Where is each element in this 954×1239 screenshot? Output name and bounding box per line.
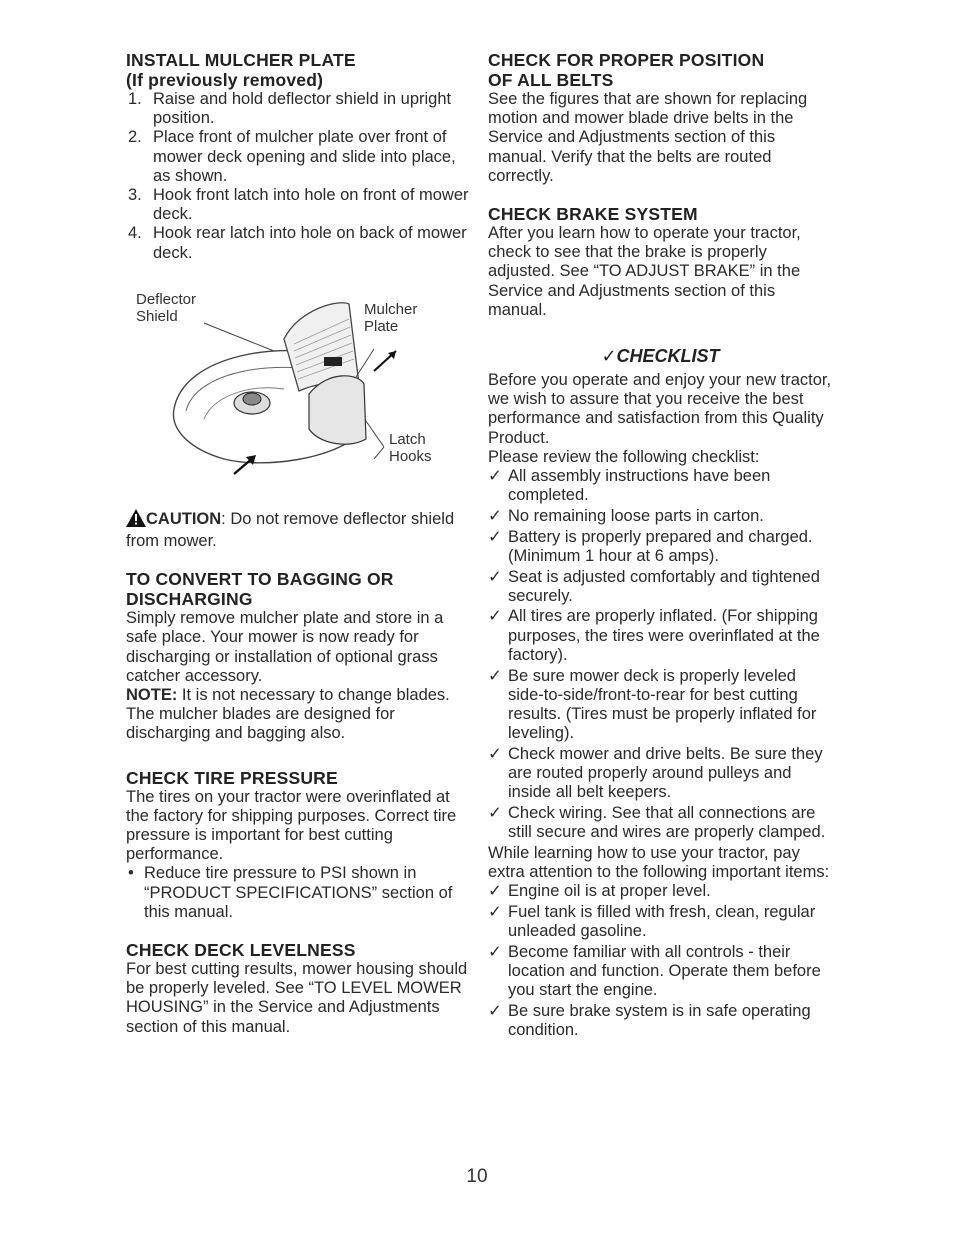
checklist-item: ✓ Battery is properly prepared and charged. (Minimum 1 hour at 6 amps). bbox=[488, 527, 813, 565]
label-latch-hooks: Latch Hooks bbox=[389, 430, 432, 465]
convert-heading: TO CONVERT TO BAGGING OR bbox=[126, 569, 394, 590]
deck-text: For best cutting results, mower housing should be properly leveled. See “TO LEVEL MOWER HOUSING” in the Service and Adjustments section of this manual. bbox=[126, 960, 468, 1036]
step-text: Hook rear latch into hole on back of mower deck. bbox=[153, 224, 467, 262]
brake-section bbox=[488, 204, 833, 320]
note-label: NOTE: bbox=[126, 686, 178, 705]
checklist-item: ✓ Seat is adjusted comfortably and tightened securely. bbox=[488, 567, 820, 605]
step-number: 4. bbox=[128, 224, 142, 243]
check-mark-icon: ✓ bbox=[488, 567, 502, 586]
check-mark-icon: ✓ bbox=[488, 1002, 502, 1021]
bullet-dot: • bbox=[128, 864, 134, 883]
note-text: It is not necessary to change blades. The mulcher blades are designed for discharging and bagging also. bbox=[126, 686, 450, 743]
warning-triangle-icon bbox=[126, 509, 146, 532]
checklist-item: ✓ All assembly instructions have been completed. bbox=[488, 467, 771, 505]
tire-text: The tires on your tractor were overinflated at the factory for shipping purposes. Correct tire pressure is important for best cutting performance. bbox=[126, 787, 457, 864]
step-number: 1. bbox=[128, 90, 142, 108]
checklist-item: ✓ Engine oil is at proper level. bbox=[488, 882, 711, 901]
label-deflector-shield: Deflector Shield bbox=[136, 290, 197, 325]
checklist-title: ✓CHECKLIST bbox=[601, 346, 720, 367]
checklist-item: ✓ Fuel tank is filled with fresh, clean, regular unleaded gasoline. bbox=[488, 903, 816, 941]
checklist-item: ✓ Be sure mower deck is properly leveled side-to-side/front-to-rear for best cutting results. (Tires must be properly inflated for leveling). bbox=[488, 666, 817, 743]
install-step bbox=[126, 224, 471, 262]
install-heading: INSTALL MULCHER PLATE bbox=[126, 50, 356, 70]
brake-text: After you learn how to operate your tractor, check to see that the brake is properly adjusted. See “TO ADJUST BRAKE” in the Service and Adjustments section of this manual. bbox=[488, 224, 801, 319]
step-text: Hook front latch into hole on front of mower deck. bbox=[153, 186, 469, 224]
install-steps bbox=[126, 90, 471, 263]
right-column bbox=[488, 50, 833, 1042]
check-mark-icon: ✓ bbox=[488, 903, 502, 922]
step-number: 3. bbox=[128, 186, 142, 205]
check-mark-icon: ✓ bbox=[488, 942, 502, 961]
label-mulcher-plate: Mulcher Plate bbox=[364, 300, 418, 335]
left-column bbox=[126, 50, 471, 1037]
caution-word: CAUTION bbox=[146, 509, 222, 528]
check-mark-icon: ✓ bbox=[488, 506, 502, 525]
tire-bullet: • Reduce tire pressure to PSI shown in “PRODUCT SPECIFICATIONS” section of this manual. bbox=[128, 864, 453, 921]
check-mark-icon: ✓ bbox=[488, 882, 502, 901]
checklist-item: ✓ No remaining loose parts in carton. bbox=[488, 506, 764, 525]
install-step bbox=[126, 186, 471, 224]
check-mark-icon: ✓ bbox=[488, 744, 502, 763]
checklist-item: ✓ Be sure brake system is in safe operating condition. bbox=[488, 1002, 811, 1040]
page-number: 10 bbox=[466, 1166, 488, 1187]
step-text: Raise and hold deflector shield in upright position. bbox=[153, 90, 452, 128]
caution-text: : Do not remove deflector shield from mower. bbox=[126, 509, 455, 551]
checklist-intro: Before you operate and enjoy your new tractor, we wish to assure that you receive the best performance and satisfaction from this Quality Product. bbox=[488, 371, 832, 447]
caution-note bbox=[126, 509, 471, 551]
step-number: 2. bbox=[128, 128, 142, 147]
check-mark-icon: ✓ bbox=[488, 804, 502, 822]
check-mark-icon: ✓ bbox=[488, 527, 502, 546]
install-section bbox=[126, 50, 471, 263]
checklist-section bbox=[488, 346, 833, 1040]
belts-heading: CHECK FOR PROPER POSITION bbox=[488, 50, 765, 70]
checklist-while-text: While learning how to use your tractor, pay extra attention to the following important items: bbox=[488, 843, 830, 882]
check-mark-icon: ✓ bbox=[488, 666, 502, 685]
tire-section bbox=[126, 768, 471, 922]
tire-heading: CHECK TIRE PRESSURE bbox=[126, 767, 338, 788]
check-mark-icon: ✓ bbox=[488, 607, 502, 626]
checklist-intro-review: Please review the following checklist: bbox=[488, 447, 760, 466]
checklist-item: ✓ Check mower and drive belts. Be sure they are routed properly around pulleys and inside all belt keepers. bbox=[488, 744, 823, 802]
checklist-item: ✓ Check wiring. See that all connections are still secure and wires are properly clamped. bbox=[488, 804, 826, 842]
checklist-items-important bbox=[488, 882, 833, 1040]
convert-heading-line2: DISCHARGING bbox=[126, 589, 253, 610]
belts-heading-line2: OF ALL BELTS bbox=[488, 70, 614, 90]
checklist-item: ✓ Become familiar with all controls - their location and function. Operate them before you start the engine. bbox=[488, 942, 821, 1000]
tire-bullets bbox=[126, 864, 471, 922]
convert-note bbox=[126, 686, 471, 744]
belts-section bbox=[488, 50, 833, 186]
brake-heading: CHECK BRAKE SYSTEM bbox=[488, 204, 698, 225]
install-step bbox=[126, 90, 471, 128]
mulcher-plate-figure bbox=[134, 290, 471, 499]
checklist-items bbox=[488, 467, 833, 842]
convert-text: Simply remove mulcher plate and store in a safe place. Your mower is now ready for discharging or installation of optional grass catcher accessory. bbox=[126, 609, 444, 685]
step-text: Place front of mulcher plate over front of mower deck opening and slide into place, as shown. bbox=[153, 128, 456, 185]
install-subheading: (If previously removed) bbox=[126, 70, 324, 90]
convert-section bbox=[126, 569, 471, 743]
install-step bbox=[126, 128, 471, 186]
deck-section bbox=[126, 940, 471, 1037]
deck-heading: CHECK DECK LEVELNESS bbox=[126, 940, 356, 961]
belts-text: See the figures that are shown for replacing motion and mower blade drive belts in the Service and Adjustments section of this manual. Verify that the belts are routed correctly. bbox=[488, 90, 808, 185]
check-mark-icon: ✓ bbox=[488, 467, 502, 486]
checklist-item: ✓ All tires are properly inflated. (For shipping purposes, the tires were overinflated at the factory). bbox=[488, 607, 820, 664]
